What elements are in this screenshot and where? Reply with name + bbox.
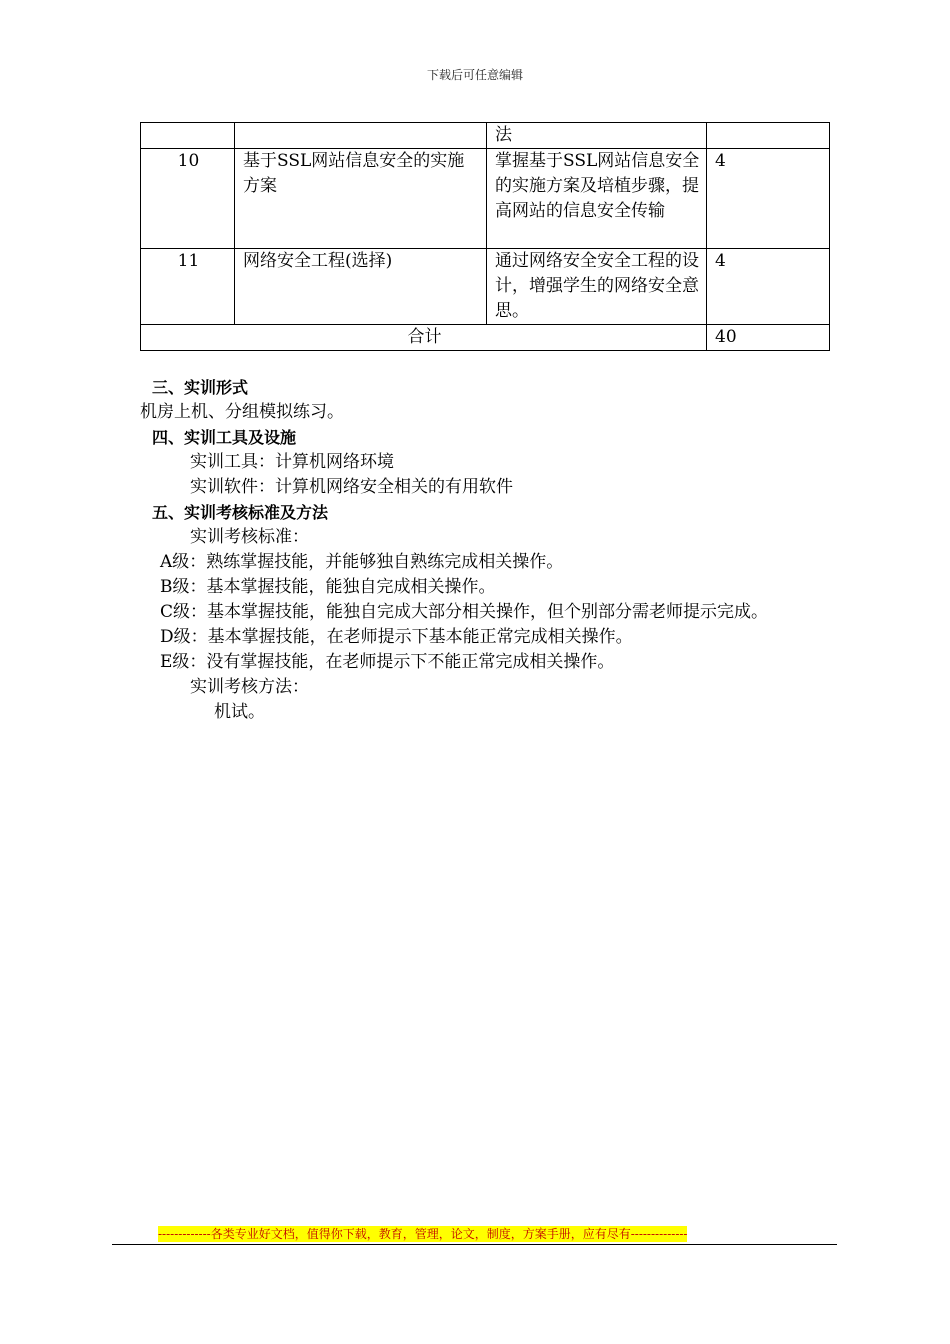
- cell-hours: 4: [707, 149, 830, 249]
- document-body: [140, 375, 769, 725]
- total-hours: 40: [707, 325, 830, 351]
- total-row: [141, 325, 830, 351]
- cell-name: [235, 123, 487, 149]
- section-heading: 三、实训形式: [152, 378, 249, 397]
- cell-name: 网络安全工程(选择): [235, 249, 487, 325]
- cell-hours: 4: [707, 249, 830, 325]
- table-row: [141, 123, 830, 149]
- total-label: 合计: [141, 325, 707, 351]
- standard-label: 实训考核标准：: [190, 527, 309, 547]
- cell-goal: 通过网络安全安全工程的设计，增强学生的网络安全意思。: [487, 249, 707, 325]
- training-plan-table: [140, 122, 830, 351]
- cell-num: 10: [141, 149, 235, 249]
- cell-goal: 掌握基于SSL网站信息安全的实施方案及培植步骤，提高网站的信息安全传输: [487, 149, 707, 249]
- method-text: 机试。: [214, 702, 265, 722]
- method-label: 实训考核方法：: [190, 677, 309, 697]
- cell-num: 11: [141, 249, 235, 325]
- section-heading: 四、实训工具及设施: [152, 428, 297, 447]
- cell-hours: [707, 123, 830, 149]
- section-heading: 五、实训考核标准及方法: [152, 503, 329, 522]
- cell-goal: 法: [487, 123, 707, 149]
- grade-line: A级：熟练掌握技能，并能够独自熟练完成相关操作。: [160, 552, 564, 572]
- tools-line: 实训工具：计算机网络环境: [190, 452, 394, 472]
- table-row: [141, 149, 830, 249]
- grade-line: D级：基本掌握技能，在老师提示下基本能正常完成相关操作。: [160, 627, 633, 647]
- grade-line: B级：基本掌握技能，能独自完成相关操作。: [160, 577, 496, 597]
- cell-num: [141, 123, 235, 149]
- table-row: [141, 249, 830, 325]
- grade-line: E级：没有掌握技能，在老师提示下不能正常完成相关操作。: [160, 652, 615, 672]
- page-footer-banner: -------------各类专业好文档，值得你下载，教育，管理，论文，制度，方案手册，应有尽有--------------: [158, 1227, 688, 1241]
- section-text: 机房上机、分组模拟练习。: [140, 402, 344, 422]
- grade-line: C级：基本掌握技能，能独自完成大部分相关操作，但个别部分需老师提示完成。: [160, 602, 769, 622]
- footer-divider: [112, 1244, 837, 1245]
- software-line: 实训软件：计算机网络安全相关的有用软件: [190, 477, 513, 497]
- page-header: 下载后可任意编辑: [426, 68, 523, 82]
- cell-name: 基于SSL网站信息安全的实施方案: [235, 149, 487, 249]
